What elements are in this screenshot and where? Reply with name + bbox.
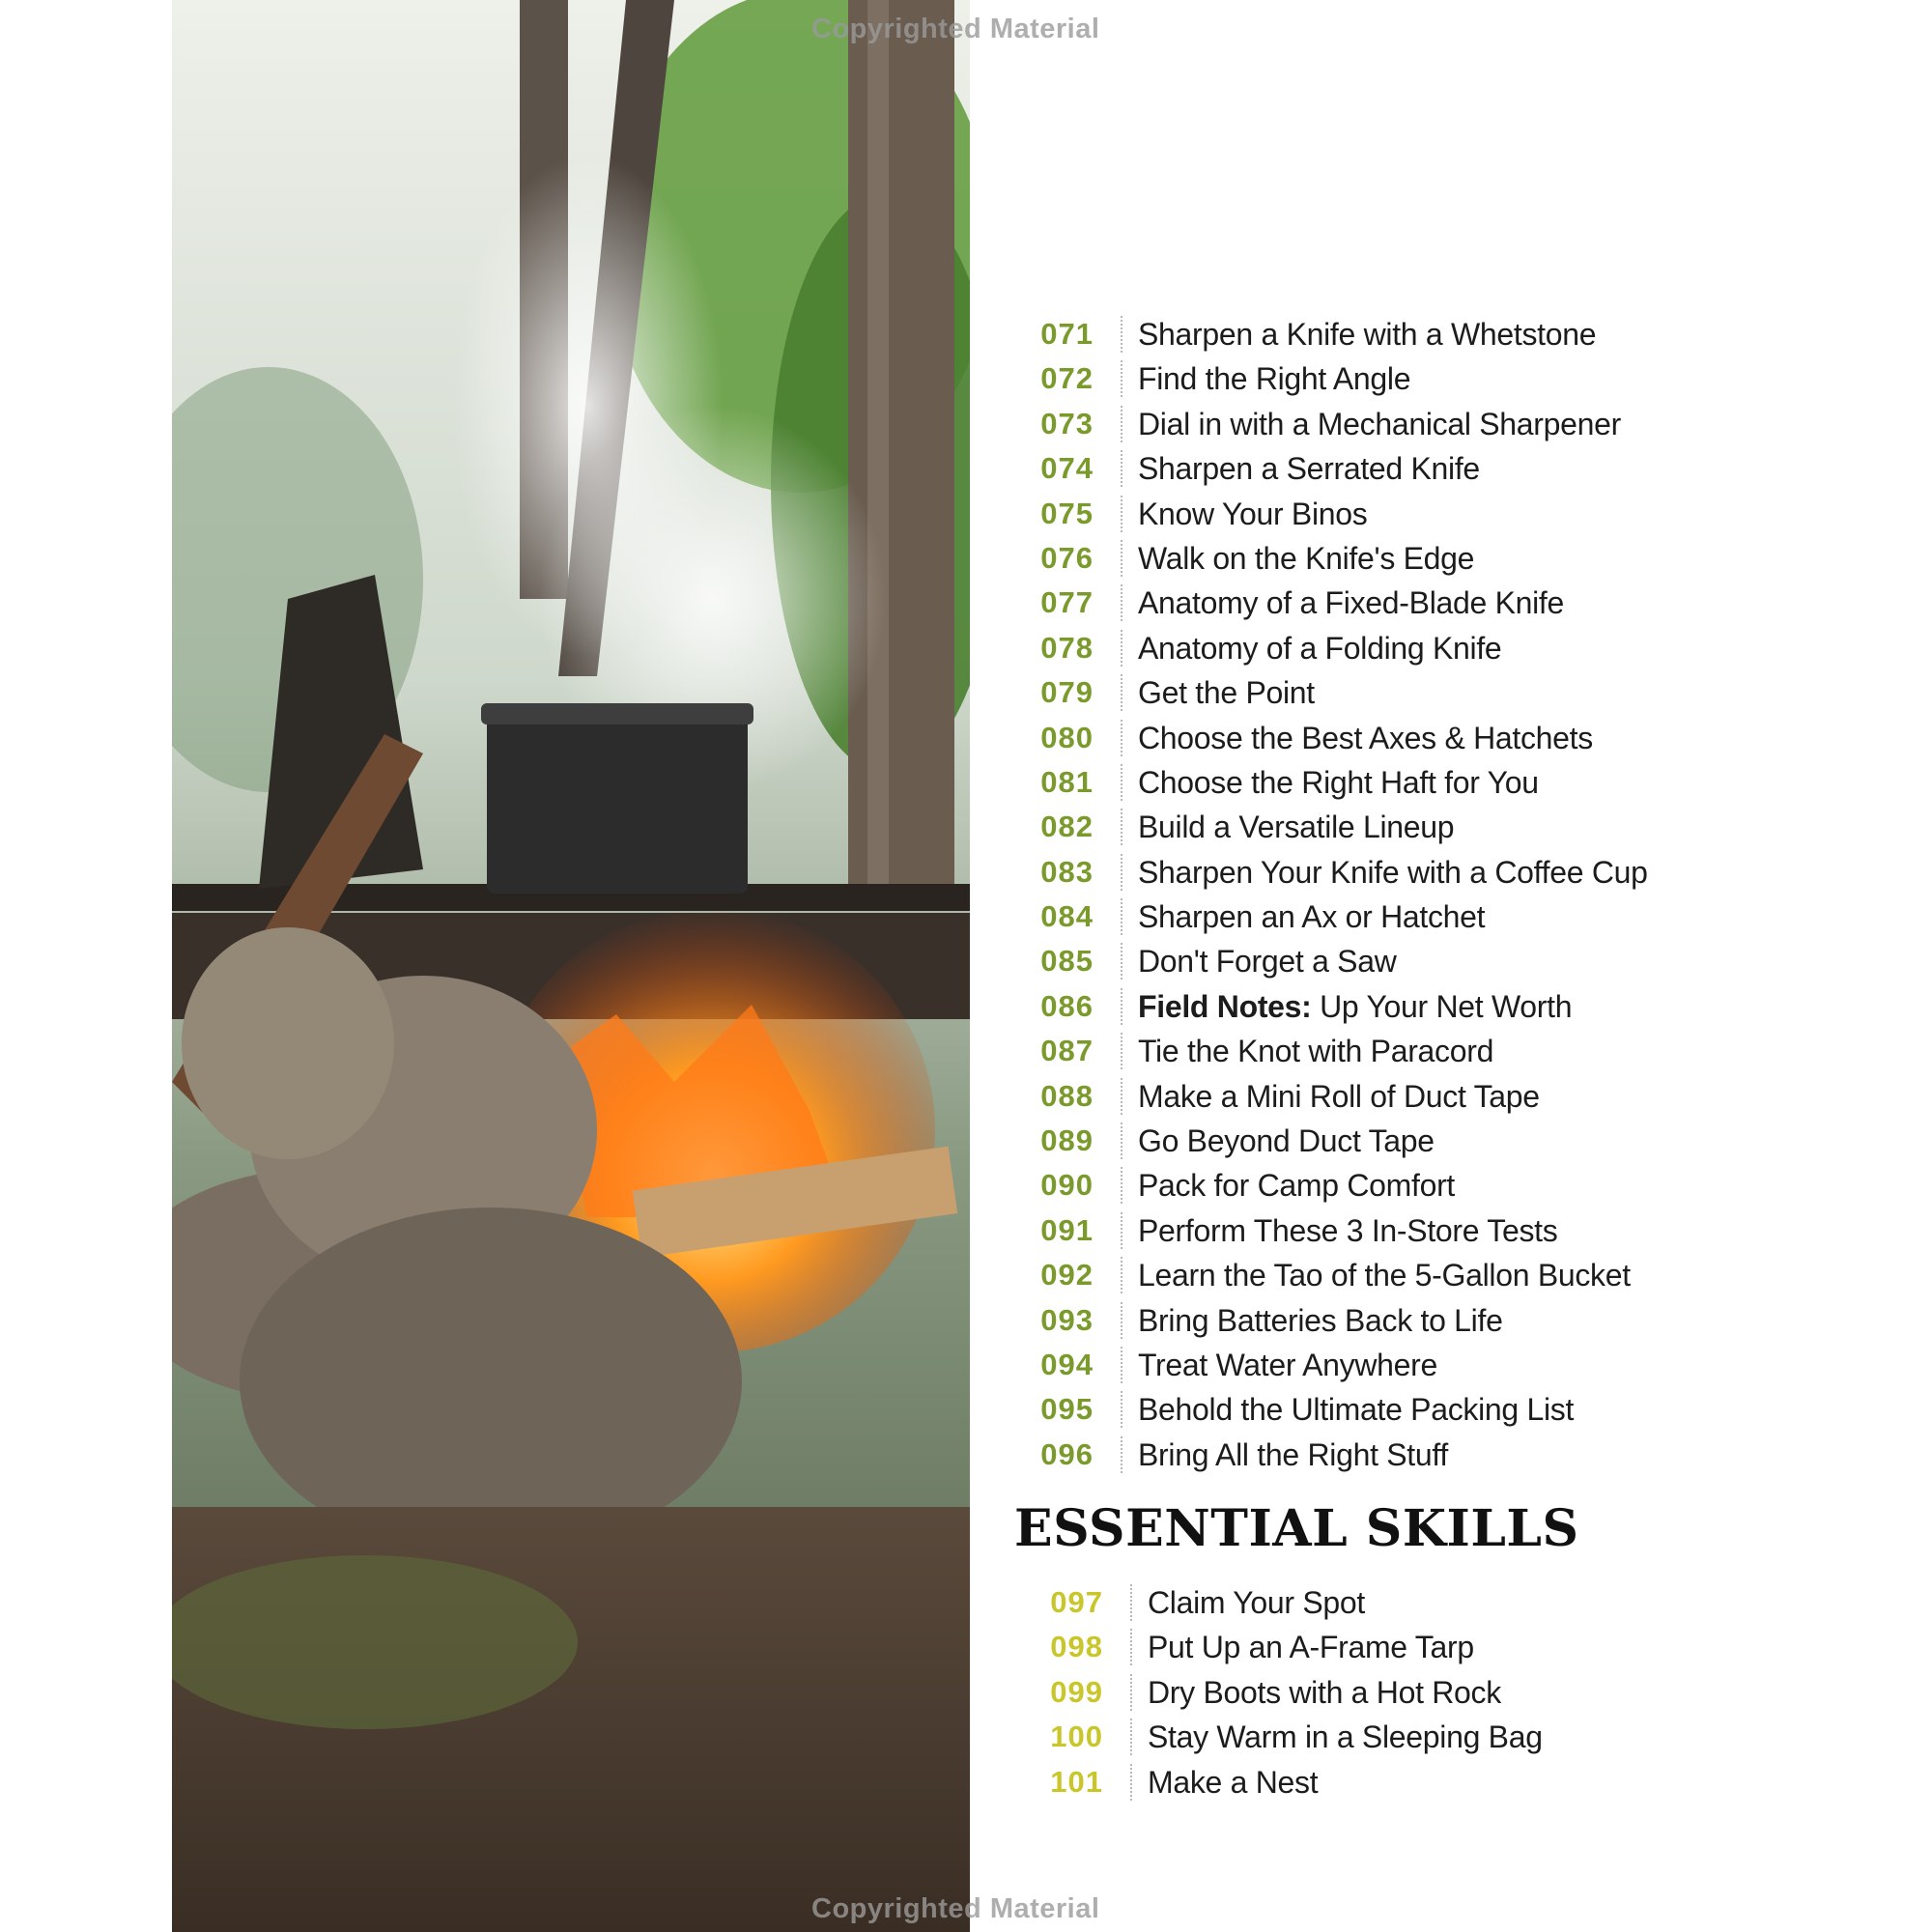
entry-title-text: Dry Boots with a Hot Rock <box>1148 1674 1501 1710</box>
toc-entry <box>1005 492 1913 536</box>
toc-entry <box>1005 446 1913 491</box>
entry-title-text: Choose the Best Axes & Hatchets <box>1138 720 1593 755</box>
entry-title-text: Learn the Tao of the 5-Gallon Bucket <box>1138 1258 1631 1293</box>
dotted-separator <box>1121 1122 1122 1159</box>
dotted-separator <box>1121 584 1122 621</box>
dotted-separator <box>1121 1212 1122 1249</box>
toc-entry <box>1005 1298 1913 1343</box>
entry-title <box>1148 1670 1501 1715</box>
dotted-separator <box>1121 1033 1122 1069</box>
toc-entry <box>1005 1029 1913 1073</box>
entry-title <box>1138 581 1564 625</box>
entry-number: 074 <box>1040 451 1094 486</box>
entry-title <box>1138 402 1621 446</box>
entry-title-text: Tie the Knot with Paracord <box>1138 1034 1494 1069</box>
entry-title <box>1138 356 1410 401</box>
toc-entry <box>1005 716 1913 760</box>
dotted-separator <box>1121 316 1122 353</box>
entry-number: 086 <box>1040 988 1094 1023</box>
dotted-separator <box>1130 1764 1132 1801</box>
entry-title <box>1138 492 1367 536</box>
dotted-separator <box>1130 1584 1132 1621</box>
entry-number: 094 <box>1040 1347 1094 1381</box>
dotted-separator <box>1130 1719 1132 1755</box>
toc-entry <box>1005 581 1913 625</box>
toc-entry <box>1005 760 1913 805</box>
toc-entry <box>1005 984 1913 1029</box>
dotted-separator <box>1121 630 1122 667</box>
dotted-separator <box>1121 809 1122 845</box>
entry-title <box>1138 670 1315 715</box>
dotted-separator <box>1121 406 1122 442</box>
dotted-separator <box>1121 450 1122 487</box>
entry-title-text: Make a Mini Roll of Duct Tape <box>1138 1078 1540 1114</box>
toc-entry <box>1005 670 1913 715</box>
toc-entry <box>1005 1074 1913 1119</box>
entry-title <box>1148 1580 1365 1625</box>
entry-number: 075 <box>1040 496 1094 530</box>
entry-title-text: Put Up an A-Frame Tarp <box>1148 1630 1474 1665</box>
toc-entry <box>1005 1208 1913 1253</box>
toc-entry <box>1005 1343 1913 1387</box>
entry-number: 082 <box>1040 810 1094 844</box>
dotted-separator <box>1121 360 1122 397</box>
entry-title-text: Anatomy of a Folding Knife <box>1138 630 1502 666</box>
entry-title <box>1138 895 1485 939</box>
entry-number: 099 <box>1050 1674 1103 1709</box>
dotted-separator <box>1130 1629 1132 1665</box>
dotted-separator <box>1130 1674 1132 1711</box>
entry-title-text: Get the Point <box>1138 675 1315 711</box>
entry-title-text: Claim Your Spot <box>1148 1585 1365 1620</box>
entry-title <box>1138 1253 1631 1297</box>
entry-title-text: Treat Water Anywhere <box>1138 1347 1437 1382</box>
entry-number: 076 <box>1040 540 1094 575</box>
entry-number: 081 <box>1040 764 1094 799</box>
dotted-separator <box>1121 988 1122 1025</box>
entry-title-text: Know Your Binos <box>1138 496 1368 531</box>
toc-entry <box>1005 1625 1913 1669</box>
toc-entry <box>1005 626 1913 670</box>
toc-entry <box>1005 1715 1913 1759</box>
entry-title <box>1138 939 1397 983</box>
entry-title-text: Bring Batteries Back to Life <box>1138 1302 1503 1338</box>
toc-entry <box>1005 1433 1913 1477</box>
toc-entry <box>1005 402 1913 446</box>
entry-number: 085 <box>1040 944 1094 979</box>
dotted-separator <box>1121 1347 1122 1383</box>
entry-title <box>1138 446 1480 491</box>
entry-title-text: Bring All the Right Stuff <box>1138 1436 1448 1472</box>
entry-title <box>1138 626 1501 670</box>
toc-entry <box>1005 536 1913 581</box>
entry-number: 092 <box>1040 1258 1094 1293</box>
section-heading: ESSENTIAL SKILLS <box>1014 1499 1579 1558</box>
dotted-separator <box>1121 943 1122 980</box>
entry-title-text: Dial in with a Mechanical Sharpener <box>1138 406 1621 441</box>
toc-entry <box>1005 312 1913 356</box>
entry-title <box>1138 1208 1557 1253</box>
dotted-separator <box>1121 1302 1122 1339</box>
toc-entry <box>1005 1163 1913 1208</box>
entry-title-text: Find the Right Angle <box>1138 361 1411 397</box>
dotted-separator <box>1121 854 1122 891</box>
entry-title <box>1138 1343 1437 1387</box>
entry-prefix: Field Notes: <box>1138 988 1312 1024</box>
entry-title-text: Walk on the Knife's Edge <box>1138 540 1475 576</box>
entry-number: 093 <box>1040 1302 1094 1337</box>
toc-entry <box>1005 895 1913 939</box>
entry-title-text: Anatomy of a Fixed-Blade Knife <box>1138 585 1565 621</box>
entry-title <box>1148 1760 1318 1804</box>
toc-entry <box>1005 1387 1913 1432</box>
entry-number: 078 <box>1040 630 1094 665</box>
dotted-separator <box>1121 1078 1122 1115</box>
watermark-top: Copyrighted Material <box>811 14 1100 44</box>
entry-number: 097 <box>1050 1585 1103 1619</box>
toc-entry <box>1005 805 1913 849</box>
entry-number: 089 <box>1040 1123 1094 1158</box>
entry-title-text: Behold the Ultimate Packing List <box>1138 1392 1575 1428</box>
entry-title <box>1148 1625 1474 1669</box>
entry-number: 083 <box>1040 854 1094 889</box>
dotted-separator <box>1121 674 1122 711</box>
entry-title <box>1148 1715 1543 1759</box>
dotted-separator <box>1121 1436 1122 1473</box>
dotted-separator <box>1121 1257 1122 1293</box>
watermark-bottom: Copyrighted Material <box>811 1893 1100 1924</box>
toc-entry <box>1005 939 1913 983</box>
entry-title <box>1138 805 1454 849</box>
dotted-separator <box>1121 898 1122 935</box>
entry-number: 073 <box>1040 406 1094 440</box>
entry-number: 084 <box>1040 899 1094 934</box>
entry-title-text: Up Your Net Worth <box>1320 988 1573 1024</box>
entry-title-text: Build a Versatile Lineup <box>1138 810 1455 845</box>
entry-title-text: Perform These 3 In-Store Tests <box>1138 1212 1558 1248</box>
dotted-separator <box>1121 540 1122 577</box>
toc-entry <box>1005 1760 1913 1804</box>
entry-title <box>1138 1387 1574 1432</box>
entry-title <box>1138 1433 1448 1477</box>
entry-title <box>1138 1298 1503 1343</box>
entry-number: 096 <box>1040 1436 1094 1471</box>
entry-number: 071 <box>1040 317 1094 351</box>
toc-entry <box>1005 1119 1913 1163</box>
entry-title <box>1138 850 1648 895</box>
entry-number: 091 <box>1040 1212 1094 1247</box>
entry-number: 087 <box>1040 1034 1094 1068</box>
entry-title-text: Sharpen Your Knife with a Coffee Cup <box>1138 854 1648 890</box>
entry-number: 077 <box>1040 585 1094 620</box>
entry-title <box>1138 716 1593 760</box>
dotted-separator <box>1121 720 1122 756</box>
toc-entry <box>1005 850 1913 895</box>
entry-number: 100 <box>1050 1719 1103 1754</box>
entry-number: 088 <box>1040 1078 1094 1113</box>
toc-list <box>1005 312 1913 1477</box>
toc-entry <box>1005 1253 1913 1297</box>
dotted-separator <box>1121 764 1122 801</box>
toc-entry <box>1005 1670 1913 1715</box>
campfire-photo <box>172 0 970 1932</box>
entry-number: 101 <box>1050 1764 1103 1799</box>
entry-title <box>1138 536 1474 581</box>
dotted-separator <box>1121 1391 1122 1428</box>
entry-number: 080 <box>1040 720 1094 754</box>
entry-title <box>1138 1029 1493 1073</box>
entry-title <box>1138 312 1596 356</box>
entry-title-text: Sharpen a Knife with a Whetstone <box>1138 317 1597 352</box>
entry-number: 090 <box>1040 1168 1094 1203</box>
entry-number: 098 <box>1050 1630 1103 1664</box>
dotted-separator <box>1121 496 1122 532</box>
essential-skills-list <box>1005 1580 1913 1804</box>
entry-title-text: Make a Nest <box>1148 1764 1319 1800</box>
entry-number: 095 <box>1040 1392 1094 1427</box>
toc-entry <box>1005 1580 1913 1625</box>
entry-title-text: Stay Warm in a Sleeping Bag <box>1148 1719 1543 1755</box>
entry-number: 079 <box>1040 675 1094 710</box>
entry-title <box>1138 1074 1540 1119</box>
entry-title <box>1138 1119 1435 1163</box>
dotted-separator <box>1121 1167 1122 1204</box>
entry-title-text: Pack for Camp Comfort <box>1138 1168 1456 1204</box>
entry-number: 072 <box>1040 361 1094 396</box>
entry-title-text: Choose the Right Haft for You <box>1138 764 1539 800</box>
entry-title-text: Sharpen a Serrated Knife <box>1138 451 1480 487</box>
entry-title-text: Don't Forget a Saw <box>1138 944 1397 980</box>
entry-title <box>1138 1163 1455 1208</box>
entry-title-text: Go Beyond Duct Tape <box>1138 1123 1435 1159</box>
toc-entry <box>1005 356 1913 401</box>
entry-title <box>1138 760 1539 805</box>
entry-title <box>1138 984 1572 1029</box>
entry-title-text: Sharpen an Ax or Hatchet <box>1138 899 1486 935</box>
